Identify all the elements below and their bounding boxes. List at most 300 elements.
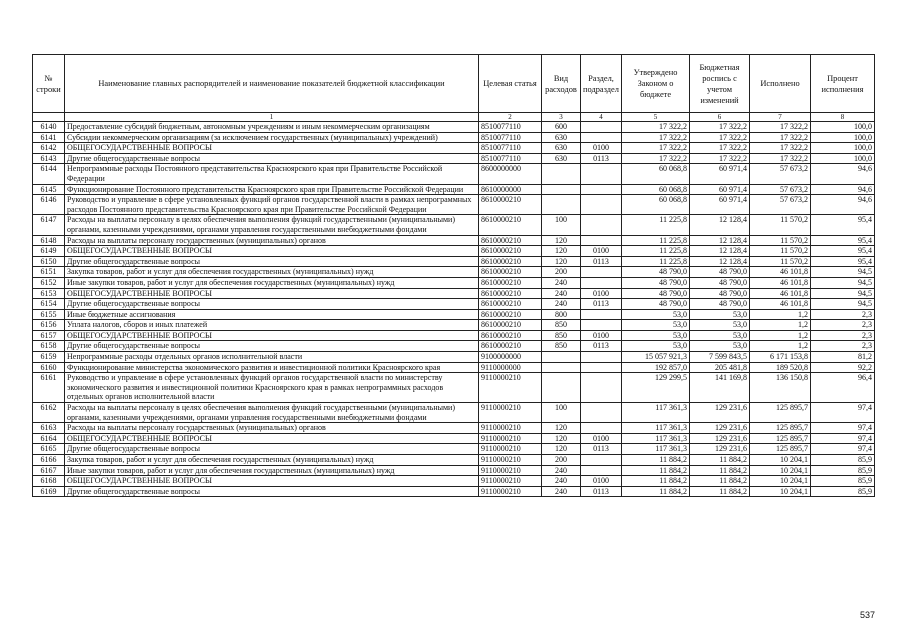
table-row	[33, 164, 875, 184]
table-row	[33, 465, 875, 476]
row-number-cell: 6145	[33, 184, 65, 195]
table-row	[33, 288, 875, 299]
expense-kind-cell: 240	[542, 476, 581, 487]
section-cell: 0100	[581, 476, 622, 487]
header-budget-list: Бюджетная роспись с учетом изменений	[690, 55, 750, 113]
table-row	[33, 362, 875, 373]
name-cell: Предоставление субсидий бюджетным, автономным учреждениям и иным некоммерческим организациям	[65, 122, 479, 133]
name-cell: Функционирование Постоянного представительства Красноярского края при Правительстве Российской Федерации	[65, 184, 479, 195]
section-cell: 0100	[581, 288, 622, 299]
row-number-cell: 6156	[33, 320, 65, 331]
approved-cell: 48 790,0	[622, 267, 690, 278]
budget-list-cell: 12 128,4	[690, 235, 750, 246]
budget-execution-table	[32, 54, 875, 497]
approved-cell: 192 857,0	[622, 362, 690, 373]
header-percent: Процент исполнения	[811, 55, 875, 113]
row-number-cell: 6150	[33, 256, 65, 267]
approved-cell: 60 068,8	[622, 184, 690, 195]
target-article-cell: 8510077110	[479, 143, 542, 154]
table-body	[33, 122, 875, 497]
row-number-cell: 6162	[33, 403, 65, 423]
table-row	[33, 215, 875, 235]
budget-list-cell: 129 231,6	[690, 423, 750, 434]
section-cell	[581, 164, 622, 184]
budget-list-cell: 60 971,4	[690, 195, 750, 215]
row-number-cell: 6148	[33, 235, 65, 246]
approved-cell: 11 225,8	[622, 235, 690, 246]
target-article-cell: 9100000000	[479, 352, 542, 363]
table-row	[33, 486, 875, 497]
percent-cell: 94,6	[811, 195, 875, 215]
approved-cell: 53,0	[622, 330, 690, 341]
target-article-cell: 8510077110	[479, 122, 542, 133]
row-number-cell: 6152	[33, 277, 65, 288]
target-article-cell: 9110000210	[479, 373, 542, 403]
target-article-cell: 8600000000	[479, 164, 542, 184]
expense-kind-cell	[542, 164, 581, 184]
header-target-article: Целевая статья	[479, 55, 542, 113]
row-number-cell: 6161	[33, 373, 65, 403]
name-cell: Субсидии некоммерческим организациям (за исключением государственных (муниципальных) учреждений)	[65, 132, 479, 143]
executed-cell: 125 895,7	[750, 433, 811, 444]
budget-list-cell: 7 599 843,5	[690, 352, 750, 363]
percent-cell: 97,4	[811, 423, 875, 434]
name-cell: Иные бюджетные ассигнования	[65, 309, 479, 320]
target-article-cell: 8610000210	[479, 299, 542, 310]
section-cell: 0100	[581, 330, 622, 341]
expense-kind-cell: 120	[542, 246, 581, 257]
approved-cell: 17 322,2	[622, 143, 690, 154]
header-row-number: № строки	[33, 55, 65, 113]
target-article-cell: 9110000000	[479, 362, 542, 373]
approved-cell: 129 299,5	[622, 373, 690, 403]
percent-cell: 96,4	[811, 373, 875, 403]
approved-cell: 60 068,8	[622, 195, 690, 215]
budget-list-cell: 53,0	[690, 320, 750, 331]
target-article-cell: 8610000000	[479, 184, 542, 195]
percent-cell: 94,6	[811, 164, 875, 184]
approved-cell: 17 322,2	[622, 122, 690, 133]
row-number-cell: 6168	[33, 476, 65, 487]
name-cell: Другие общегосударственные вопросы	[65, 256, 479, 267]
row-number-cell: 6167	[33, 465, 65, 476]
target-article-cell: 8610000210	[479, 256, 542, 267]
table-row	[33, 444, 875, 455]
column-number-cell: 1	[65, 113, 479, 122]
row-number-cell: 6146	[33, 195, 65, 215]
table-row	[33, 153, 875, 164]
approved-cell: 11 884,2	[622, 465, 690, 476]
section-cell	[581, 362, 622, 373]
target-article-cell: 9110000210	[479, 455, 542, 466]
column-number-cell: 4	[581, 113, 622, 122]
expense-kind-cell: 120	[542, 256, 581, 267]
budget-list-cell: 17 322,2	[690, 132, 750, 143]
target-article-cell: 8610000210	[479, 320, 542, 331]
percent-cell: 85,9	[811, 476, 875, 487]
row-number-cell: 6166	[33, 455, 65, 466]
approved-cell: 60 068,8	[622, 164, 690, 184]
percent-cell: 94,5	[811, 277, 875, 288]
executed-cell: 125 895,7	[750, 403, 811, 423]
expense-kind-cell: 850	[542, 341, 581, 352]
section-cell: 0100	[581, 246, 622, 257]
budget-list-cell: 129 231,6	[690, 403, 750, 423]
target-article-cell: 8610000210	[479, 235, 542, 246]
expense-kind-cell	[542, 195, 581, 215]
approved-cell: 48 790,0	[622, 288, 690, 299]
name-cell: Другие общегосударственные вопросы	[65, 153, 479, 164]
name-cell: Непрограммные расходы отдельных органов исполнительной власти	[65, 352, 479, 363]
percent-cell: 94,5	[811, 267, 875, 278]
row-number-cell: 6142	[33, 143, 65, 154]
executed-cell: 125 895,7	[750, 444, 811, 455]
expense-kind-cell	[542, 373, 581, 403]
target-article-cell: 8610000210	[479, 267, 542, 278]
approved-cell: 53,0	[622, 341, 690, 352]
section-cell: 0113	[581, 486, 622, 497]
name-cell: ОБЩЕГОСУДАРСТВЕННЫЕ ВОПРОСЫ	[65, 433, 479, 444]
name-cell: ОБЩЕГОСУДАРСТВЕННЫЕ ВОПРОСЫ	[65, 246, 479, 257]
table-row	[33, 455, 875, 466]
name-cell: Руководство и управление в сфере установленных функций органов государственной власти в рамках непрограммных расходов Постоянного представительства Красноярского края при Правительстве Российской Федерации	[65, 195, 479, 215]
expense-kind-cell: 100	[542, 215, 581, 235]
row-number-cell: 6140	[33, 122, 65, 133]
target-article-cell: 9110000210	[479, 403, 542, 423]
section-cell	[581, 403, 622, 423]
section-cell	[581, 122, 622, 133]
table-row	[33, 299, 875, 310]
approved-cell: 11 225,8	[622, 246, 690, 257]
executed-cell: 57 673,2	[750, 184, 811, 195]
target-article-cell: 9110000210	[479, 476, 542, 487]
target-article-cell: 8610000210	[479, 215, 542, 235]
approved-cell: 11 884,2	[622, 476, 690, 487]
approved-cell: 11 225,8	[622, 215, 690, 235]
row-number-cell: 6169	[33, 486, 65, 497]
table-row	[33, 330, 875, 341]
section-cell	[581, 423, 622, 434]
section-cell	[581, 215, 622, 235]
column-number-cell: 2	[479, 113, 542, 122]
budget-list-cell: 129 231,6	[690, 444, 750, 455]
percent-cell: 2,3	[811, 320, 875, 331]
budget-list-cell: 60 971,4	[690, 164, 750, 184]
percent-cell: 94,5	[811, 288, 875, 299]
percent-cell: 2,3	[811, 309, 875, 320]
name-cell: Расходы на выплаты персоналу в целях обеспечения выполнения функций государственными (муниципальными) органами, казенными учреждениями, органами управления государственными внебюджетными фондами	[65, 215, 479, 235]
table-row	[33, 373, 875, 403]
name-cell: Другие общегосударственные вопросы	[65, 444, 479, 455]
name-cell: Расходы на выплаты персоналу государственных (муниципальных) органов	[65, 423, 479, 434]
target-article-cell: 8610000210	[479, 330, 542, 341]
executed-cell: 6 171 153,8	[750, 352, 811, 363]
percent-cell: 100,0	[811, 143, 875, 154]
executed-cell: 189 520,8	[750, 362, 811, 373]
row-number-cell: 6163	[33, 423, 65, 434]
executed-cell: 1,2	[750, 309, 811, 320]
executed-cell: 136 150,8	[750, 373, 811, 403]
section-cell: 0113	[581, 153, 622, 164]
percent-cell: 94,5	[811, 299, 875, 310]
section-cell	[581, 373, 622, 403]
section-cell	[581, 277, 622, 288]
target-article-cell: 9110000210	[479, 433, 542, 444]
table-row	[33, 143, 875, 154]
target-article-cell: 9110000210	[479, 486, 542, 497]
row-number-cell: 6165	[33, 444, 65, 455]
budget-list-cell: 205 481,8	[690, 362, 750, 373]
approved-cell: 53,0	[622, 320, 690, 331]
budget-list-cell: 53,0	[690, 341, 750, 352]
expense-kind-cell: 120	[542, 423, 581, 434]
column-number-cell: 6	[690, 113, 750, 122]
approved-cell: 11 884,2	[622, 455, 690, 466]
budget-list-cell: 48 790,0	[690, 277, 750, 288]
column-number-cell: 8	[811, 113, 875, 122]
expense-kind-cell: 850	[542, 320, 581, 331]
name-cell: ОБЩЕГОСУДАРСТВЕННЫЕ ВОПРОСЫ	[65, 288, 479, 299]
name-cell: Другие общегосударственные вопросы	[65, 486, 479, 497]
section-cell: 0113	[581, 299, 622, 310]
target-article-cell: 8610000210	[479, 288, 542, 299]
target-article-cell: 8610000210	[479, 277, 542, 288]
target-article-cell: 8610000210	[479, 341, 542, 352]
budget-list-cell: 48 790,0	[690, 299, 750, 310]
executed-cell: 10 204,1	[750, 476, 811, 487]
section-cell: 0113	[581, 444, 622, 455]
executed-cell: 11 570,2	[750, 215, 811, 235]
approved-cell: 11 225,8	[622, 256, 690, 267]
budget-list-cell: 48 790,0	[690, 288, 750, 299]
page-number: 537	[859, 610, 875, 620]
header-expense-kind: Вид расходов	[542, 55, 581, 113]
approved-cell: 17 322,2	[622, 153, 690, 164]
row-number-cell: 6141	[33, 132, 65, 143]
row-number-cell: 6154	[33, 299, 65, 310]
section-cell: 0100	[581, 143, 622, 154]
expense-kind-cell	[542, 184, 581, 195]
row-number-cell: 6155	[33, 309, 65, 320]
name-cell: Расходы на выплаты персоналу в целях обеспечения выполнения функций государственными (муниципальными) органами, казенными учреждениями, органами управления государственными внебюджетными фондами	[65, 403, 479, 423]
row-number-cell: 6159	[33, 352, 65, 363]
table-row	[33, 341, 875, 352]
percent-cell: 94,6	[811, 184, 875, 195]
table-row	[33, 235, 875, 246]
budget-list-cell: 60 971,4	[690, 184, 750, 195]
executed-cell: 17 322,2	[750, 132, 811, 143]
header-section: Раздел, подраздел	[581, 55, 622, 113]
percent-cell: 2,3	[811, 341, 875, 352]
expense-kind-cell: 240	[542, 299, 581, 310]
budget-list-cell: 141 169,8	[690, 373, 750, 403]
section-cell: 0100	[581, 433, 622, 444]
budget-list-cell: 48 790,0	[690, 267, 750, 278]
expense-kind-cell: 240	[542, 486, 581, 497]
table-row	[33, 433, 875, 444]
name-cell: Руководство и управление в сфере установленных функций органов государственной власти по министерству экономического развития и инвестиционной политики Красноярского края в рамках непрограммных расходов отдельных органов исполнительной власти	[65, 373, 479, 403]
row-number-cell: 6151	[33, 267, 65, 278]
percent-cell: 85,9	[811, 455, 875, 466]
table-row	[33, 246, 875, 257]
row-number-cell: 6144	[33, 164, 65, 184]
row-number-cell: 6160	[33, 362, 65, 373]
section-cell	[581, 132, 622, 143]
budget-list-cell: 12 128,4	[690, 256, 750, 267]
budget-list-cell: 17 322,2	[690, 153, 750, 164]
header-executed: Исполнено	[750, 55, 811, 113]
section-cell	[581, 267, 622, 278]
budget-list-cell: 11 884,2	[690, 455, 750, 466]
executed-cell: 46 101,8	[750, 288, 811, 299]
row-number-cell: 6157	[33, 330, 65, 341]
table-row	[33, 309, 875, 320]
executed-cell: 11 570,2	[750, 256, 811, 267]
approved-cell: 117 361,3	[622, 433, 690, 444]
column-number-cell: 3	[542, 113, 581, 122]
executed-cell: 17 322,2	[750, 143, 811, 154]
section-cell	[581, 309, 622, 320]
target-article-cell: 8610000210	[479, 246, 542, 257]
expense-kind-cell: 600	[542, 122, 581, 133]
row-number-cell: 6158	[33, 341, 65, 352]
executed-cell: 10 204,1	[750, 486, 811, 497]
executed-cell: 57 673,2	[750, 195, 811, 215]
target-article-cell: 8610000210	[479, 195, 542, 215]
target-article-cell: 9110000210	[479, 465, 542, 476]
name-cell: Другие общегосударственные вопросы	[65, 299, 479, 310]
name-cell: Закупка товаров, работ и услуг для обеспечения государственных (муниципальных) нужд	[65, 455, 479, 466]
approved-cell: 117 361,3	[622, 403, 690, 423]
percent-cell: 95,4	[811, 215, 875, 235]
percent-cell: 97,4	[811, 444, 875, 455]
executed-cell: 125 895,7	[750, 423, 811, 434]
section-cell	[581, 184, 622, 195]
expense-kind-cell: 240	[542, 288, 581, 299]
header-name: Наименование главных распорядителей и наименование показателей бюджетной классификации	[65, 55, 479, 113]
row-number-cell: 6164	[33, 433, 65, 444]
percent-cell: 85,9	[811, 465, 875, 476]
expense-kind-cell	[542, 362, 581, 373]
budget-list-cell: 12 128,4	[690, 246, 750, 257]
budget-list-cell: 17 322,2	[690, 143, 750, 154]
executed-cell: 1,2	[750, 341, 811, 352]
executed-cell: 46 101,8	[750, 277, 811, 288]
name-cell: Расходы на выплаты персоналу государственных (муниципальных) органов	[65, 235, 479, 246]
name-cell: Функционирование министерства экономического развития и инвестиционной политики Красноярского края	[65, 362, 479, 373]
table-row	[33, 184, 875, 195]
approved-cell: 11 884,2	[622, 486, 690, 497]
section-cell	[581, 235, 622, 246]
target-article-cell: 9110000210	[479, 444, 542, 455]
name-cell: Непрограммные расходы Постоянного представительства Красноярского края при Правительстве Российской Федерации	[65, 164, 479, 184]
expense-kind-cell: 120	[542, 444, 581, 455]
budget-list-cell: 11 884,2	[690, 476, 750, 487]
section-cell	[581, 465, 622, 476]
approved-cell: 15 057 921,3	[622, 352, 690, 363]
budget-list-cell: 11 884,2	[690, 486, 750, 497]
table-row	[33, 423, 875, 434]
section-cell	[581, 455, 622, 466]
expense-kind-cell: 630	[542, 132, 581, 143]
name-cell: Иные закупки товаров, работ и услуг для обеспечения государственных (муниципальных) нужд	[65, 465, 479, 476]
executed-cell: 11 570,2	[750, 246, 811, 257]
name-cell: ОБЩЕГОСУДАРСТВЕННЫЕ ВОПРОСЫ	[65, 143, 479, 154]
target-article-cell: 8510077110	[479, 132, 542, 143]
table-row	[33, 256, 875, 267]
table-row	[33, 195, 875, 215]
table-row	[33, 403, 875, 423]
executed-cell: 11 570,2	[750, 235, 811, 246]
budget-list-cell: 11 884,2	[690, 465, 750, 476]
executed-cell: 10 204,1	[750, 455, 811, 466]
percent-cell: 95,4	[811, 246, 875, 257]
expense-kind-cell: 850	[542, 330, 581, 341]
column-number-cell: 5	[622, 113, 690, 122]
table-row	[33, 277, 875, 288]
table-row	[33, 476, 875, 487]
percent-cell: 97,4	[811, 403, 875, 423]
percent-cell: 100,0	[811, 153, 875, 164]
table-row	[33, 352, 875, 363]
percent-cell: 95,4	[811, 235, 875, 246]
name-cell: ОБЩЕГОСУДАРСТВЕННЫЕ ВОПРОСЫ	[65, 330, 479, 341]
percent-cell: 95,4	[811, 256, 875, 267]
approved-cell: 117 361,3	[622, 423, 690, 434]
budget-list-cell: 53,0	[690, 330, 750, 341]
percent-cell: 2,3	[811, 330, 875, 341]
expense-kind-cell: 100	[542, 403, 581, 423]
target-article-cell: 9110000210	[479, 423, 542, 434]
name-cell: ОБЩЕГОСУДАРСТВЕННЫЕ ВОПРОСЫ	[65, 476, 479, 487]
percent-cell: 85,9	[811, 486, 875, 497]
section-cell	[581, 195, 622, 215]
percent-cell: 100,0	[811, 122, 875, 133]
executed-cell: 1,2	[750, 320, 811, 331]
name-cell: Другие общегосударственные вопросы	[65, 341, 479, 352]
table-row	[33, 267, 875, 278]
table-row	[33, 122, 875, 133]
approved-cell: 48 790,0	[622, 277, 690, 288]
percent-cell: 92,2	[811, 362, 875, 373]
expense-kind-cell: 120	[542, 433, 581, 444]
header-row	[33, 55, 875, 113]
name-cell: Иные закупки товаров, работ и услуг для обеспечения государственных (муниципальных) нужд	[65, 277, 479, 288]
expense-kind-cell: 200	[542, 267, 581, 278]
percent-cell: 97,4	[811, 433, 875, 444]
budget-list-cell: 129 231,6	[690, 433, 750, 444]
expense-kind-cell: 240	[542, 277, 581, 288]
percent-cell: 100,0	[811, 132, 875, 143]
column-number-cell: 7	[750, 113, 811, 122]
budget-list-cell: 12 128,4	[690, 215, 750, 235]
executed-cell: 46 101,8	[750, 267, 811, 278]
executed-cell: 10 204,1	[750, 465, 811, 476]
section-cell	[581, 352, 622, 363]
row-number-cell: 6143	[33, 153, 65, 164]
approved-cell: 117 361,3	[622, 444, 690, 455]
table-row	[33, 320, 875, 331]
budget-list-cell: 17 322,2	[690, 122, 750, 133]
executed-cell: 17 322,2	[750, 122, 811, 133]
expense-kind-cell: 120	[542, 235, 581, 246]
budget-list-cell: 53,0	[690, 309, 750, 320]
name-cell: Уплата налогов, сборов и иных платежей	[65, 320, 479, 331]
expense-kind-cell: 630	[542, 143, 581, 154]
expense-kind-cell: 800	[542, 309, 581, 320]
column-number-row	[33, 113, 875, 122]
row-number-cell: 6153	[33, 288, 65, 299]
